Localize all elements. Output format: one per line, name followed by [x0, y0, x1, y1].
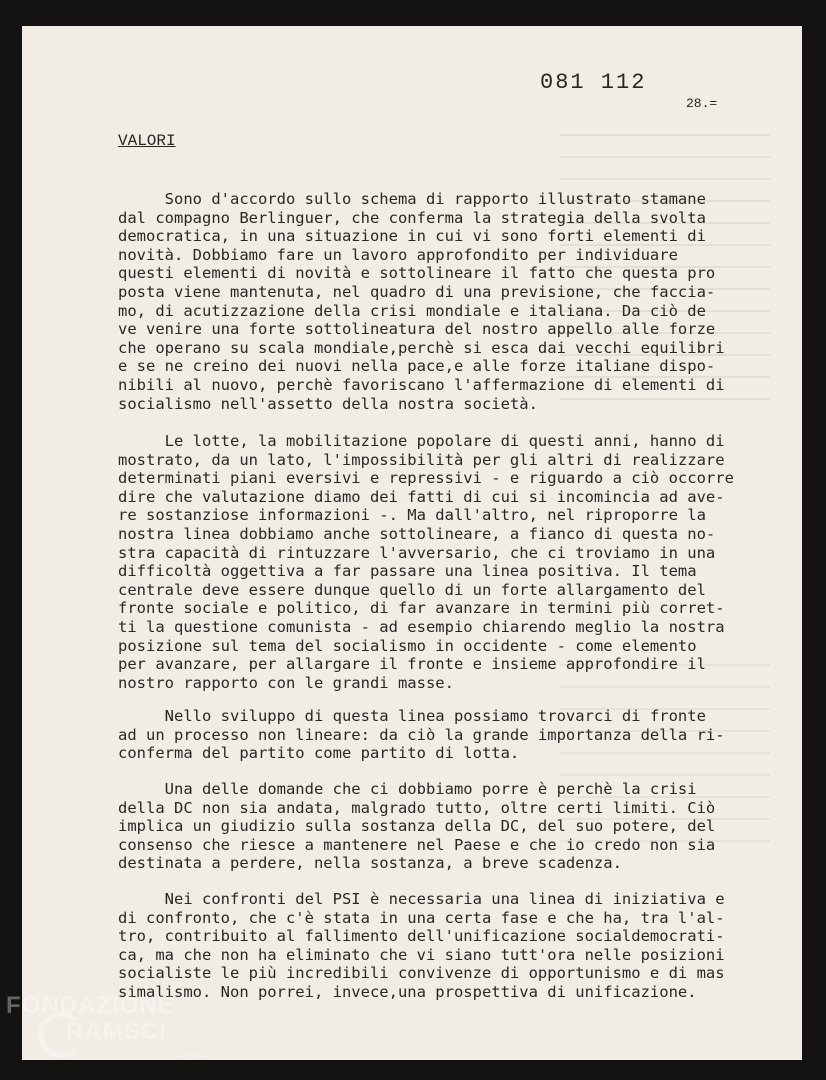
paragraph: Le lotte, la mobilitazione popolare di questi anni, hanno di mostrato, da un lato, l'impossibilità per gli altri di realizzare determinati piani eversivi e repressivi - e riguardo a ciò occorre dire che valutazione diamo dei fatti di cui si incomincia ad ave- re sostanziose informazioni -. Ma dall'altro, nel riproporre la nostra linea dobbiamo anche sottolineare, a fianco di questa no- stra capacità di rintuzzare l'avversario, che ci troviamo in una difficoltà oggettiva a far passare una linea positiva. Il tema centrale deve essere dunque quello di un forte allargamento del fronte sociale e politico, di far avanzare in termini più corret- ti la questione comunista - ad esempio chiarendo meglio la nostra posizione sul tema del socialismo in occidente - come elemento per avanzare, per allargare il fronte e insieme approfondire il nostro rapporto con le grandi masse. — [118, 432, 734, 692]
section-title: VALORI — [118, 132, 176, 150]
fondazione-gramsci-watermark — [6, 992, 204, 1061]
paragraph: Nei confronti del PSI è necessaria una linea di iniziativa e di confronto, che c'è stata in una certa fase e che ha, tra l'al- tro, contribuito al fallimento dell'unificazione socialdemocrati- ca, ma che non ha eliminato che vi siano tutt'ora nelle posizioni socialiste le più incredibili convivenze di opportunismo e di mas simalismo. Non porrei, invece,una prospettiva di unificazione. — [118, 890, 725, 1001]
paragraph: Una delle domande che ci dobbiamo porre è perchè la crisi della DC non sia andata, malgrado tutto, oltre certi limiti. Ciò implica un giudizio sulla sostanza della DC, del suo potere, del consenso che riesce a mantenere nel Paese e che io credo non sia destinata a perdere, nella sostanza, a breve scadenza. — [118, 780, 716, 873]
paragraph: Sono d'accordo sullo schema di rapporto illustrato stamane dal compagno Berlinguer, che conferma la strategia della svolta democratica, in una situazione in cui vi sono forti elementi di novità. Dobbiamo fare un lavoro approfondito per individuare questi elementi di novità e sottolineare il fatto che questa pro posta viene mantenuta, nel quadro di una previsione, che faccia- mo, di acutizzazione della crisi mondiale e italiana. Da ciò de ve venire una forte sottolineatura del nostro appello alle forze che operano su scala mondiale,perchè si esca dai vecchi equilibri e se ne creino dei nuovi nella pace,e alle forze italiane dispo- nibili al nuovo, perchè favoriscano l'affermazione di elementi di socialismo nell'assetto della nostra società. — [118, 190, 725, 413]
watermark-line-1: FONDAZIONE — [6, 992, 175, 1019]
document-number: 081 112 — [540, 70, 647, 95]
watermark-line-2: RAMSCI — [66, 1018, 167, 1045]
page-number: 28.= — [686, 96, 718, 111]
paragraph: Nello sviluppo di questa linea possiamo trovarci di fronte ad un processo non lineare: da ciò la grande importanza della ri- conferma del partito come partito di lotta. — [118, 707, 725, 763]
watermark-line-3: onlus — [180, 1050, 204, 1061]
